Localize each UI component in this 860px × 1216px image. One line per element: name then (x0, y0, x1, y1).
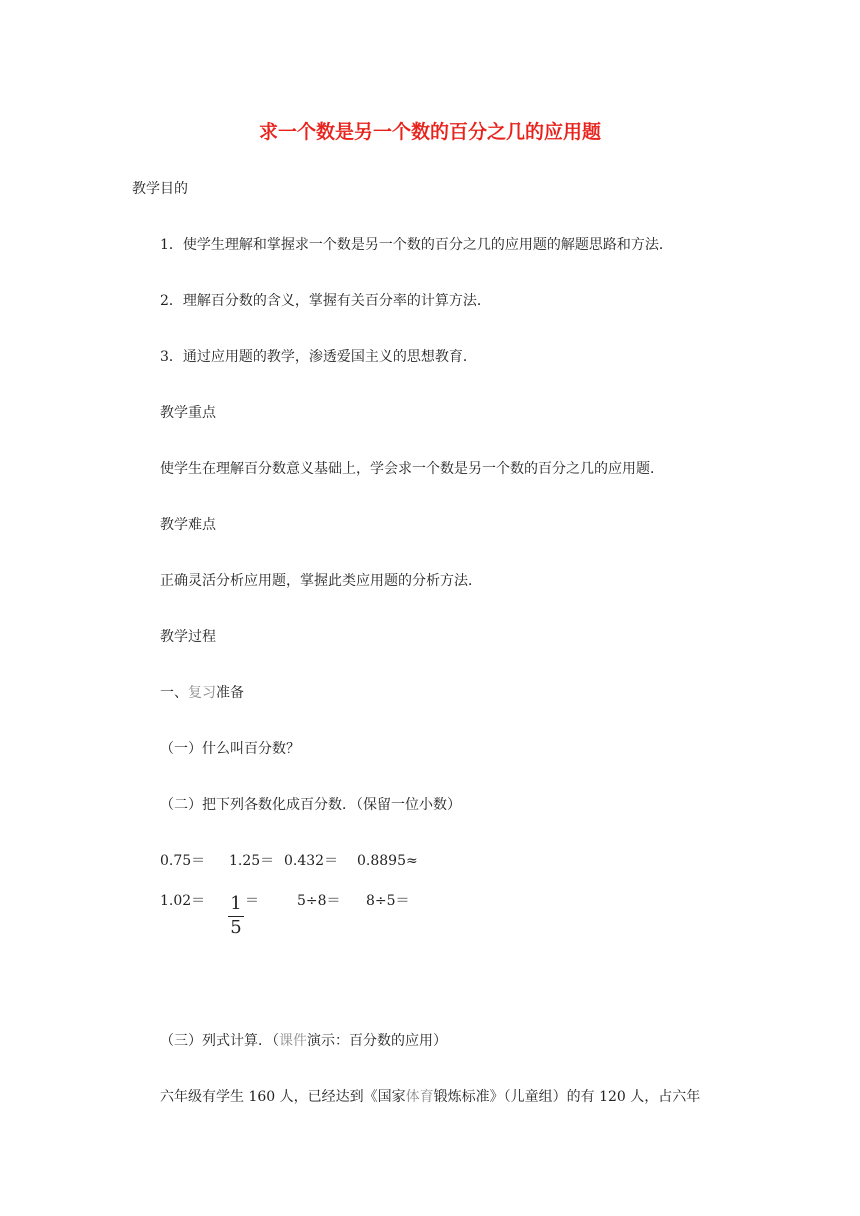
problem-text (160, 1087, 700, 1107)
exercise-item: 8÷5＝ (366, 893, 410, 909)
section-heading-review (160, 683, 244, 703)
exercise-item: 1.02＝ (160, 893, 206, 909)
exercise-item: 0.432＝ (284, 853, 339, 869)
key-point-text: 使学生在理解百分数意义基础上，学会求一个数是另一个数的百分之几的应用题． (160, 461, 664, 477)
question-1: （一）什么叫百分数？ (160, 741, 300, 757)
exercise-item: 5÷8＝ (297, 893, 341, 909)
question-3 (160, 1031, 447, 1051)
question-3-suffix: 演示：百分数的应用） (307, 1033, 447, 1049)
difficulty-text: 正确灵活分析应用题，掌握此类应用题的分析方法． (160, 573, 482, 589)
fraction-denominator: 5 (230, 917, 242, 938)
problem-link: 体育 (405, 1089, 434, 1105)
difficulty-heading: 教学难点 (160, 517, 216, 533)
process-heading: 教学过程 (160, 629, 216, 645)
fraction-equals: ＝ (245, 893, 259, 909)
section-prefix: 一、 (160, 685, 188, 701)
question-3-prefix: （三）列式计算．（ (160, 1033, 279, 1049)
problem-part-1: 六年级有学生 160 人，已经达到《国家 (160, 1089, 406, 1105)
objective-item: 3．通过应用题的教学，渗透爱国主义的思想教育． (160, 349, 477, 365)
fraction-numerator: 1 (230, 893, 242, 914)
exercise-item: 1.25＝ (229, 853, 275, 869)
objective-item: 1．使学生理解和掌握求一个数是另一个数的百分之几的应用题的解题思路和方法． (160, 237, 673, 253)
document-title: 求一个数是另一个数的百分之几的应用题 (258, 121, 601, 143)
exercise-item: 0.8895≈ (357, 853, 418, 869)
exercise-item: 0.75＝ (160, 853, 206, 869)
question-2: （二）把下列各数化成百分数．（保留一位小数） (160, 797, 461, 813)
key-point-heading: 教学重点 (160, 405, 216, 421)
section-link: 复习 (188, 685, 216, 701)
problem-part-2: 锻炼标准》（儿童组）的有 120 人，占六年 (433, 1089, 701, 1105)
objective-item: 2．理解百分数的含义，掌握有关百分率的计算方法． (160, 293, 491, 309)
section-suffix: 准备 (216, 685, 244, 701)
question-3-link: 课件 (279, 1033, 307, 1049)
objectives-heading: 教学目的 (132, 181, 188, 197)
